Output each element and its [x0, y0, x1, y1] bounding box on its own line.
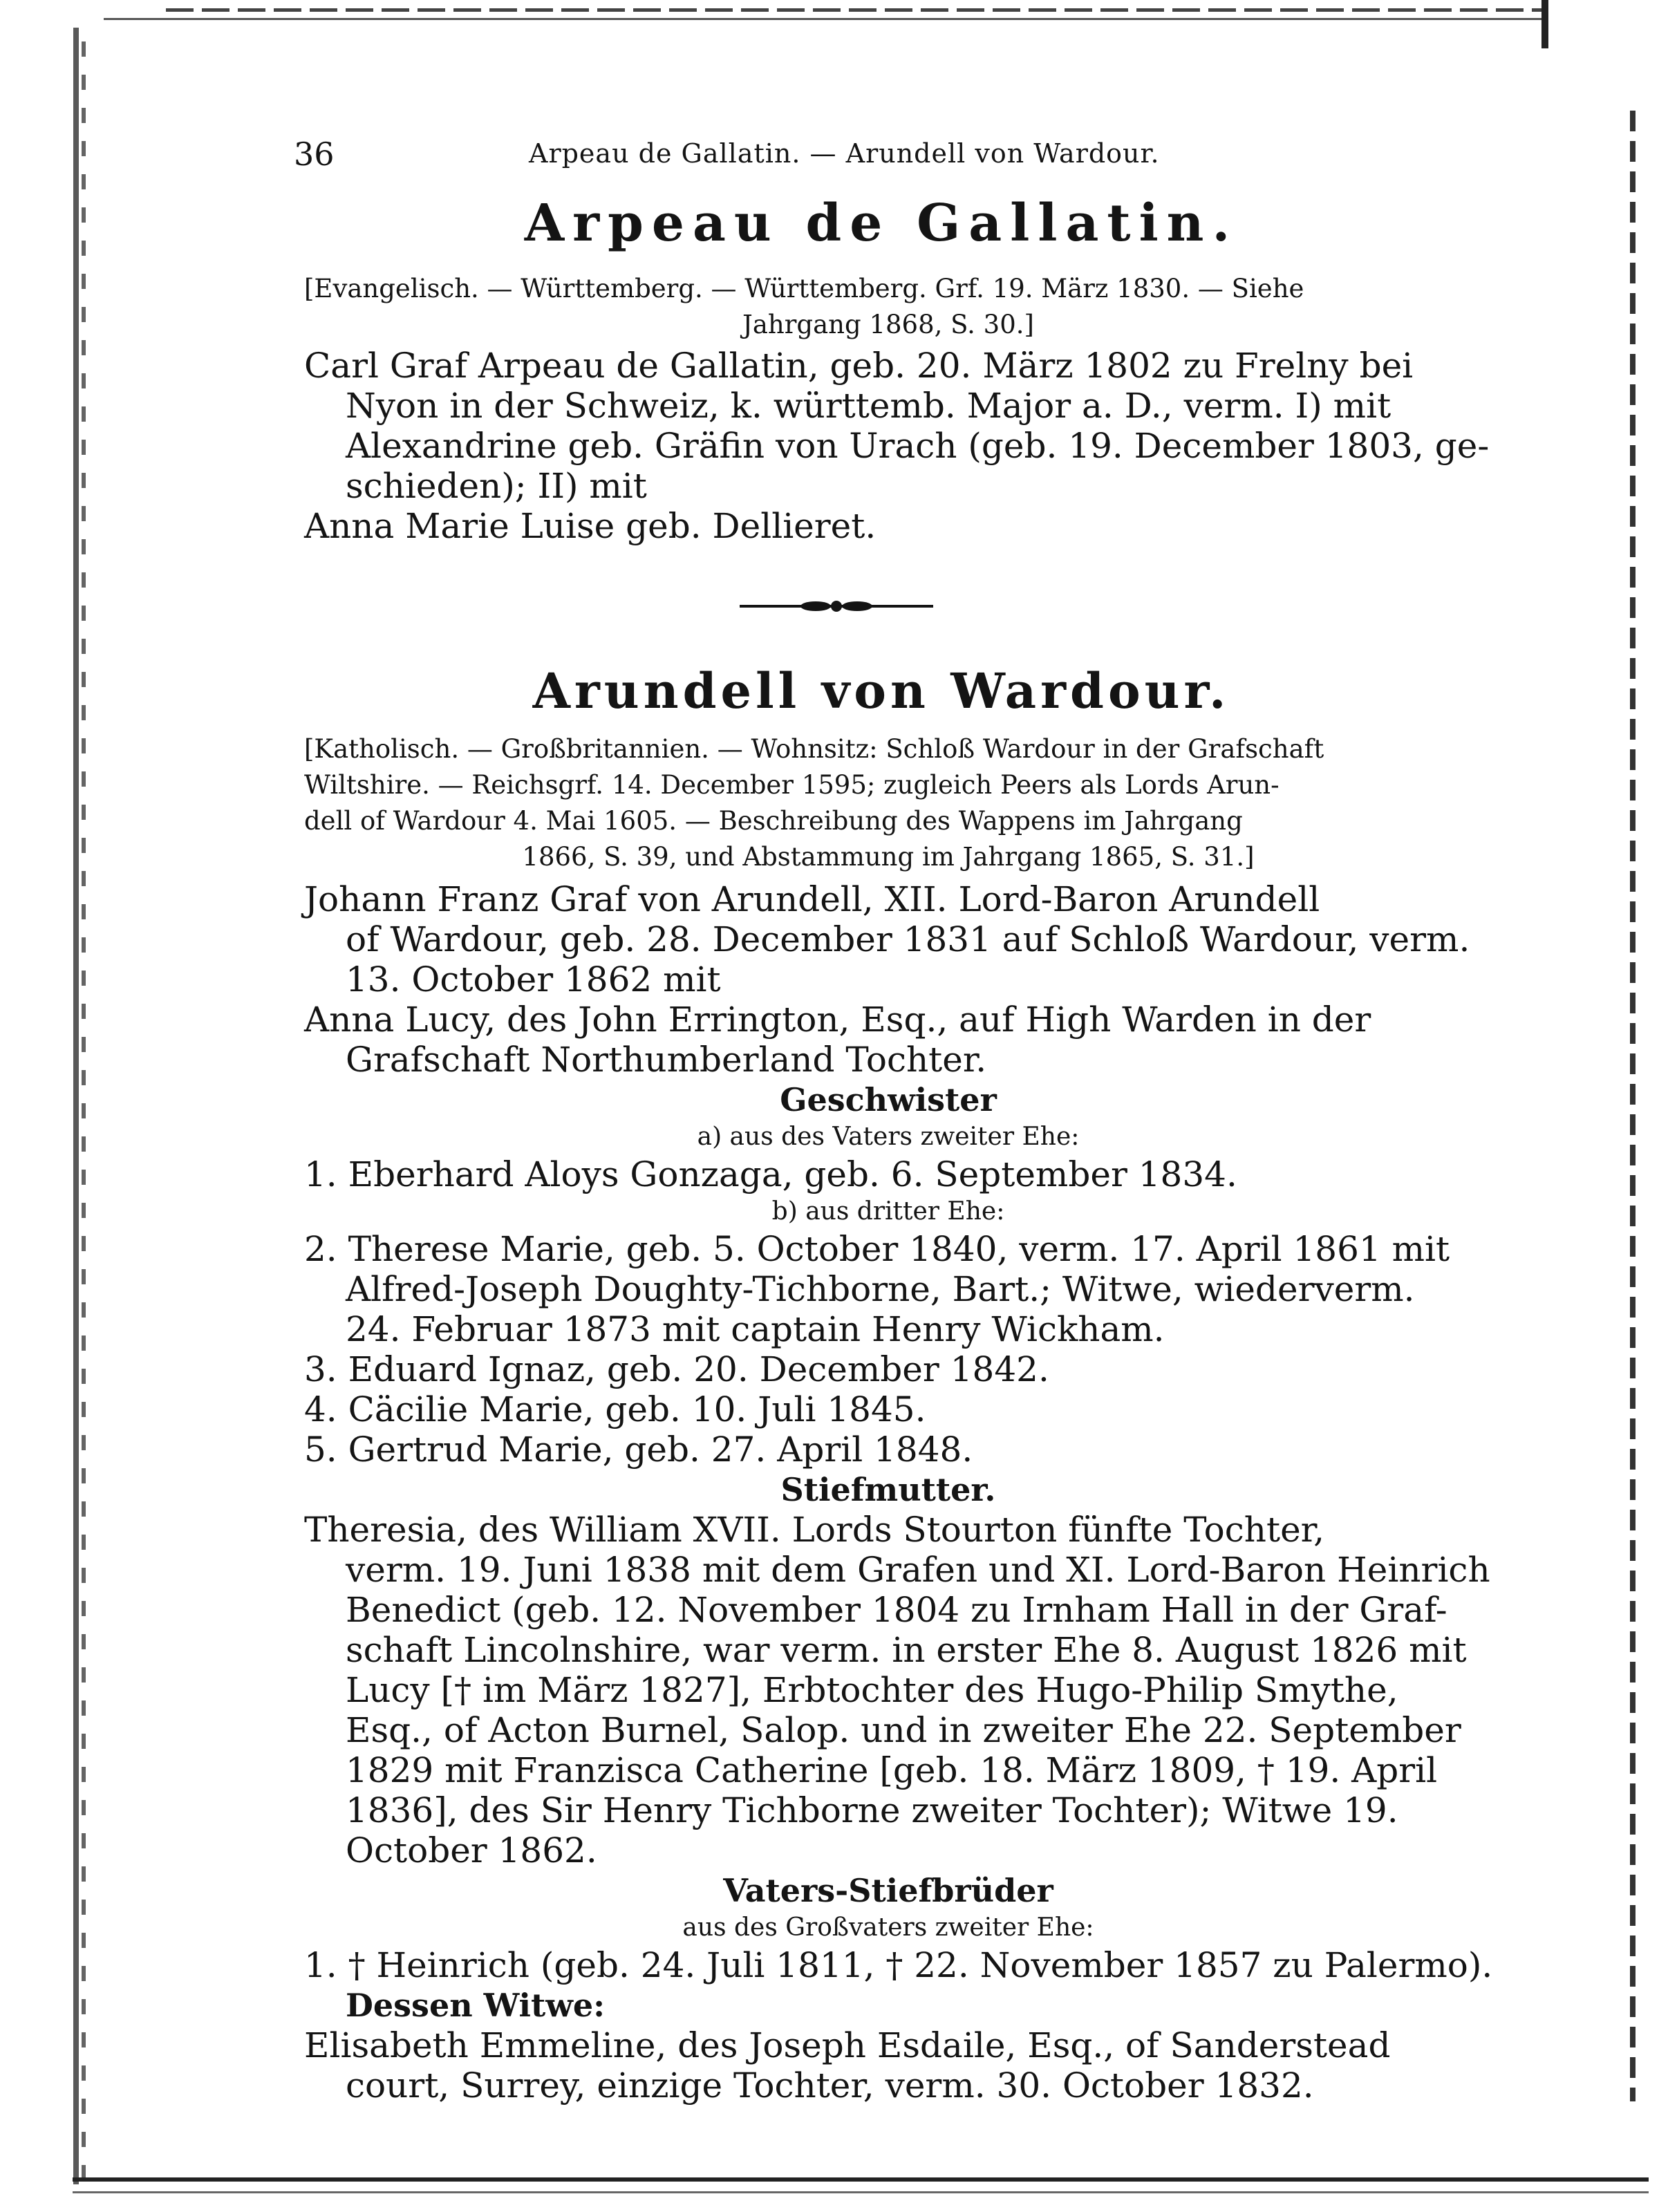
- sibling-item: [304, 1229, 1472, 1470]
- stepmother-entry: [304, 1510, 1490, 1871]
- bracket-line: [Katholisch. — Großbritannien. — Wohnsitz: Schloß Wardour in der Grafschaft: [304, 734, 1324, 764]
- scan-edge-left: [48, 28, 79, 2184]
- running-head: Arpeau de Gallatin. — Arundell von Wardour.: [529, 138, 1160, 169]
- bracket-line: Wiltshire. — Reichsgrf. 14. December 1595; zugleich Peers als Lords Arun-: [304, 770, 1280, 800]
- entry-line: Nyon in der Schweiz, k. württemb. Major a. D., verm. I) mit: [346, 386, 1391, 426]
- entry-line: 24. Februar 1873 mit captain Henry Wickham.: [346, 1309, 1165, 1349]
- entry-line: 13. October 1862 mit: [346, 959, 721, 1000]
- entry-line: 1829 mit Franzisca Catherine [geb. 18. März 1809, † 19. April: [346, 1750, 1438, 1790]
- scan-edge-bottom: [73, 2177, 1649, 2182]
- entry-line: verm. 19. Juni 1838 mit dem Grafen und XI. Lord-Baron Heinrich: [346, 1550, 1490, 1590]
- stepmother-heading: Stiefmutter.: [780, 1471, 996, 1508]
- adjacent-page-rule: [1630, 111, 1635, 2101]
- scan-edge-bottom-line: [73, 2191, 1649, 2193]
- adjacent-page-strip: [1547, 111, 1659, 2101]
- stepbrothers-sub: aus des Großvaters zweiter Ehe:: [682, 1913, 1094, 1942]
- entry-line: 1. Eberhard Aloys Gonzaga, geb. 6. September 1834.: [304, 1154, 1237, 1194]
- arundell-bracket-note: [304, 731, 1472, 875]
- entry-line: Theresia, des William XVII. Lords Stourton fünfte Tochter,: [304, 1510, 1324, 1550]
- gallatin-entry: [304, 346, 1490, 546]
- scan-edge-top-line: [104, 18, 1541, 20]
- scan-corner-mark: [1541, 0, 1548, 48]
- entry-line: 4. Cäcilie Marie, geb. 10. Juli 1845.: [304, 1389, 926, 1430]
- entry-line: schaft Lincolnshire, war verm. in erster Ehe 8. August 1826 mit: [346, 1630, 1467, 1670]
- entry-line: court, Surrey, einzige Tochter, verm. 30. October 1832.: [346, 2065, 1314, 2106]
- section-arundell-body: [304, 731, 1493, 2106]
- widow-heading: Dessen Witwe:: [346, 1987, 606, 2024]
- stepbrother-entry: [304, 1945, 1493, 2106]
- entry-line: Anna Lucy, des John Errington, Esq., auf High Warden in der: [304, 1000, 1371, 1040]
- page-header: [294, 135, 1469, 177]
- entry-line: Alfred-Joseph Doughty-Tichborne, Bart.; Witwe, wiederverm.: [346, 1269, 1415, 1309]
- entry-line: Grafschaft Northumberland Tochter.: [346, 1040, 987, 1080]
- siblings-sub-a: a) aus des Vaters zweiter Ehe:: [697, 1123, 1080, 1151]
- entry-line: October 1862.: [346, 1830, 597, 1871]
- entry-line: Anna Marie Luise geb. Dellieret.: [304, 506, 877, 546]
- section-gallatin-body: [304, 271, 1490, 546]
- entry-line: Johann Franz Graf von Arundell, XII. Lord-Baron Arundell: [304, 879, 1320, 919]
- scan-edge-top: [166, 8, 1541, 12]
- entry-line: 3. Eduard Ignaz, geb. 20. December 1842.: [304, 1349, 1049, 1389]
- stepbrothers-heading: Vaters-Stiefbrüder: [723, 1872, 1053, 1909]
- bracket-line: 1866, S. 39, und Abstammung im Jahrgang 1865, S. 31.]: [522, 842, 1255, 872]
- page-number: 36: [294, 135, 335, 173]
- entry-line: Carl Graf Arpeau de Gallatin, geb. 20. März 1802 zu Frelny bei: [304, 346, 1414, 386]
- entry-line: Benedict (geb. 12. November 1804 zu Irnham Hall in der Graf-: [346, 1590, 1447, 1630]
- siblings-heading: Geschwister: [780, 1081, 997, 1118]
- entry-line: 5. Gertrud Marie, geb. 27. April 1848.: [304, 1430, 973, 1470]
- bracket-line: Jahrgang 1868, S. 30.]: [742, 310, 1034, 339]
- bracket-line: dell of Wardour 4. Mai 1605. — Beschreibung des Wappens im Jahrgang: [304, 806, 1243, 836]
- entry-line: 2. Therese Marie, geb. 5. October 1840, verm. 17. April 1861 mit: [304, 1229, 1450, 1269]
- entry-line: 1836], des Sir Henry Tichborne zweiter Tochter); Witwe 19.: [346, 1790, 1398, 1830]
- entry-line: of Wardour, geb. 28. December 1831 auf Schloß Wardour, verm.: [346, 919, 1470, 959]
- ornament-divider: [740, 596, 933, 617]
- arundell-head-entry: [304, 879, 1472, 1080]
- scan-edge-left-dashes: [82, 41, 86, 2184]
- entry-line: Lucy [† im März 1827], Erbtochter des Hugo-Philip Smythe,: [346, 1670, 1398, 1710]
- sibling-item: [304, 1154, 1472, 1194]
- entry-line: 1. † Heinrich (geb. 24. Juli 1811, † 22. November 1857 zu Palermo).: [304, 1945, 1493, 1985]
- entry-line: schieden); II) mit: [346, 466, 647, 506]
- entry-line: Esq., of Acton Burnel, Salop. und in zweiter Ehe 22. September: [346, 1710, 1461, 1750]
- section-title-gallatin: Arpeau de Gallatin.: [524, 194, 1239, 253]
- bracket-line: [Evangelisch. — Württemberg. — Württemberg. Grf. 19. März 1830. — Siehe: [304, 274, 1304, 303]
- entry-line: Alexandrine geb. Gräfin von Urach (geb. 19. December 1803, ge-: [346, 426, 1490, 466]
- entry-line: Elisabeth Emmeline, des Joseph Esdaile, Esq., of Sanderstead: [304, 2025, 1391, 2065]
- section-title-arundell: Arundell von Wardour.: [532, 662, 1230, 720]
- siblings-sub-b: b) aus dritter Ehe:: [771, 1197, 1005, 1226]
- gallatin-bracket-note: [304, 271, 1472, 343]
